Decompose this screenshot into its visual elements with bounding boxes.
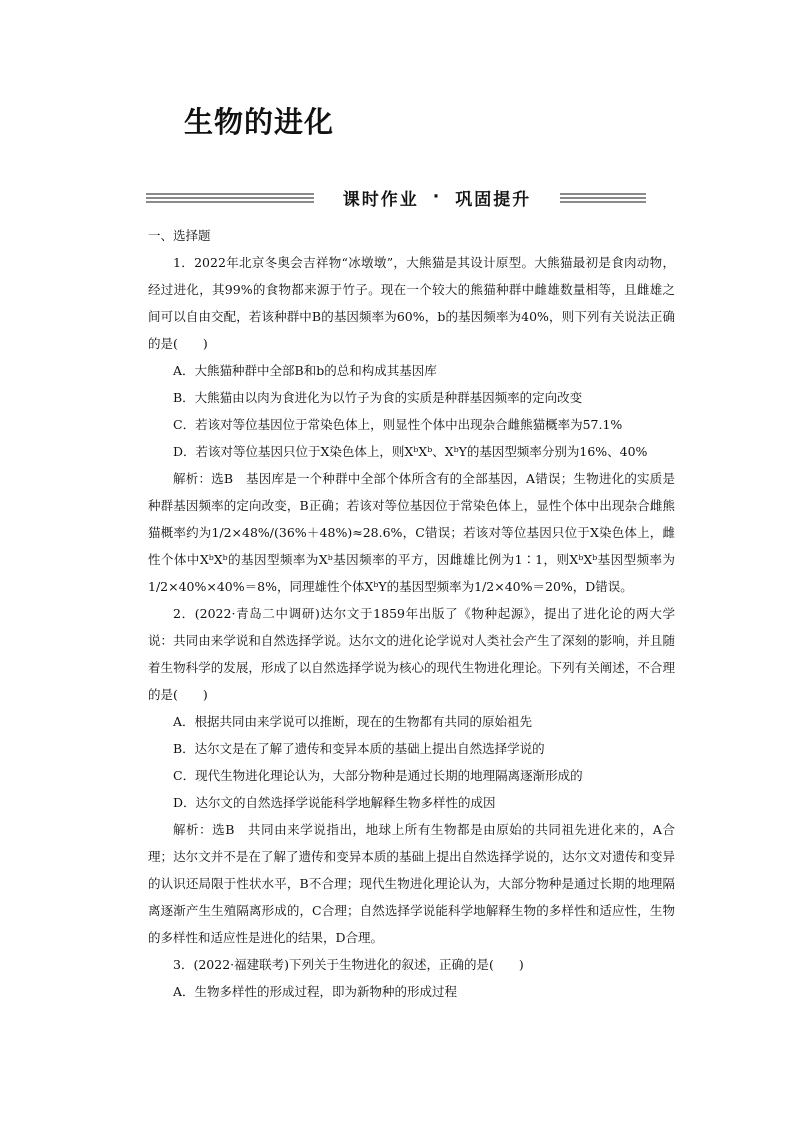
option-a: A．大熊猫种群中全部B和b的总和构成其基因库 — [173, 363, 437, 378]
document-body — [148, 222, 675, 1005]
banner-stripes-right — [560, 191, 646, 203]
question-stem: 2．(2022·青岛二中调研)达尔文于1859年出版了《物种起源》，提出了进化论的两大学说：共同由来学说和自然选择学说。达尔文的进化论学说对人类社会产生了深刻的影响，并且随着生物科学的发展，形成了以自然选择学说为核心的现代生物进化理论。下列有关阐述，不合理的是( ) — [148, 606, 675, 702]
banner-stripes-left — [146, 191, 314, 203]
option-a: A．生物多样性的形成过程，即为新物种的形成过程 — [173, 984, 458, 999]
option-a: A．根据共同由来学说可以推断，现在的生物都有共同的原始祖先 — [173, 714, 533, 729]
question-1 — [148, 249, 675, 600]
section-banner — [146, 182, 646, 212]
question-stem: 1．2022年北京冬奥会吉祥物“冰墩墩”，大熊猫是其设计原型。大熊猫最初是食肉动物，经过进化，其99%的食物都来源于竹子。现在一个较大的熊猫种群中雌雄数量相等，且雌雄之间可以自由交配，若该种群中B的基因频率为60%，b的基因频率为40%，则下列有关说法正确的是( ) — [148, 255, 675, 351]
question-3 — [148, 951, 675, 1005]
section-heading: 一、选择题 — [148, 228, 211, 243]
option-c: C．若该对等位基因位于常染色体上，则显性个体中出现杂合雌熊猫概率为57.1% — [173, 417, 623, 432]
question-2 — [148, 600, 675, 951]
answer-analysis: 解析：选B 基因库是一个种群中全部个体所含有的全部基因，A错误；生物进化的实质是种群基因频率的定向改变，B正确；若该对等位基因位于常染色体上，显性个体中出现杂合雌熊猫概率约为1/2×48%/(36%＋48%)≈28.6%，C错误；若该对等位基因只位于X染色体上，雌性个体中XᵇXᵇ的基因型频率为Xᵇ基因频率的平方，因雌雄比例为1∶1，则XᵇXᵇ基因型频率为1/2×40%×40%＝8%，同理雄性个体XᵇY的基因型频率为1/2×40%＝20%，D错误。 — [148, 471, 675, 594]
page-title: 生物的进化 — [184, 105, 335, 139]
option-d: D．若该对等位基因只位于X染色体上，则XᵇXᵇ、XᵇY的基因型频率分别为16%、40% — [173, 444, 648, 459]
banner-label — [314, 182, 560, 212]
option-d: D．达尔文的自然选择学说能科学地解释生物多样性的成因 — [173, 795, 496, 810]
banner-label-left: 课时作业 — [342, 189, 419, 210]
option-b: B．达尔文是在了解了遗传和变异本质的基础上提出自然选择学说的 — [173, 741, 545, 756]
banner-label-right: 巩固提升 — [455, 189, 532, 210]
banner-dot: · — [432, 187, 442, 207]
question-stem: 3．(2022·福建联考)下列关于生物进化的叙述，正确的是( ) — [173, 957, 524, 972]
answer-analysis: 解析：选B 共同由来学说指出，地球上所有生物都是由原始的共同祖先进化来的，A合理；达尔文并不是在了解了遗传和变异本质的基础上提出自然选择学说的，达尔文对遗传和变异的认识还局限于性状水平，B不合理；现代生物进化理论认为，大部分物种是通过长期的地理隔离逐渐产生生殖隔离形成的，C合理；自然选择学说能科学地解释生物的多样性和适应性，生物的多样性和适应性是进化的结果，D合理。 — [148, 822, 675, 945]
option-b: B．大熊猫由以肉为食进化为以竹子为食的实质是种群基因频率的定向改变 — [173, 390, 583, 405]
option-c: C．现代生物进化理论认为，大部分物种是通过长期的地理隔离逐渐形成的 — [173, 768, 583, 783]
